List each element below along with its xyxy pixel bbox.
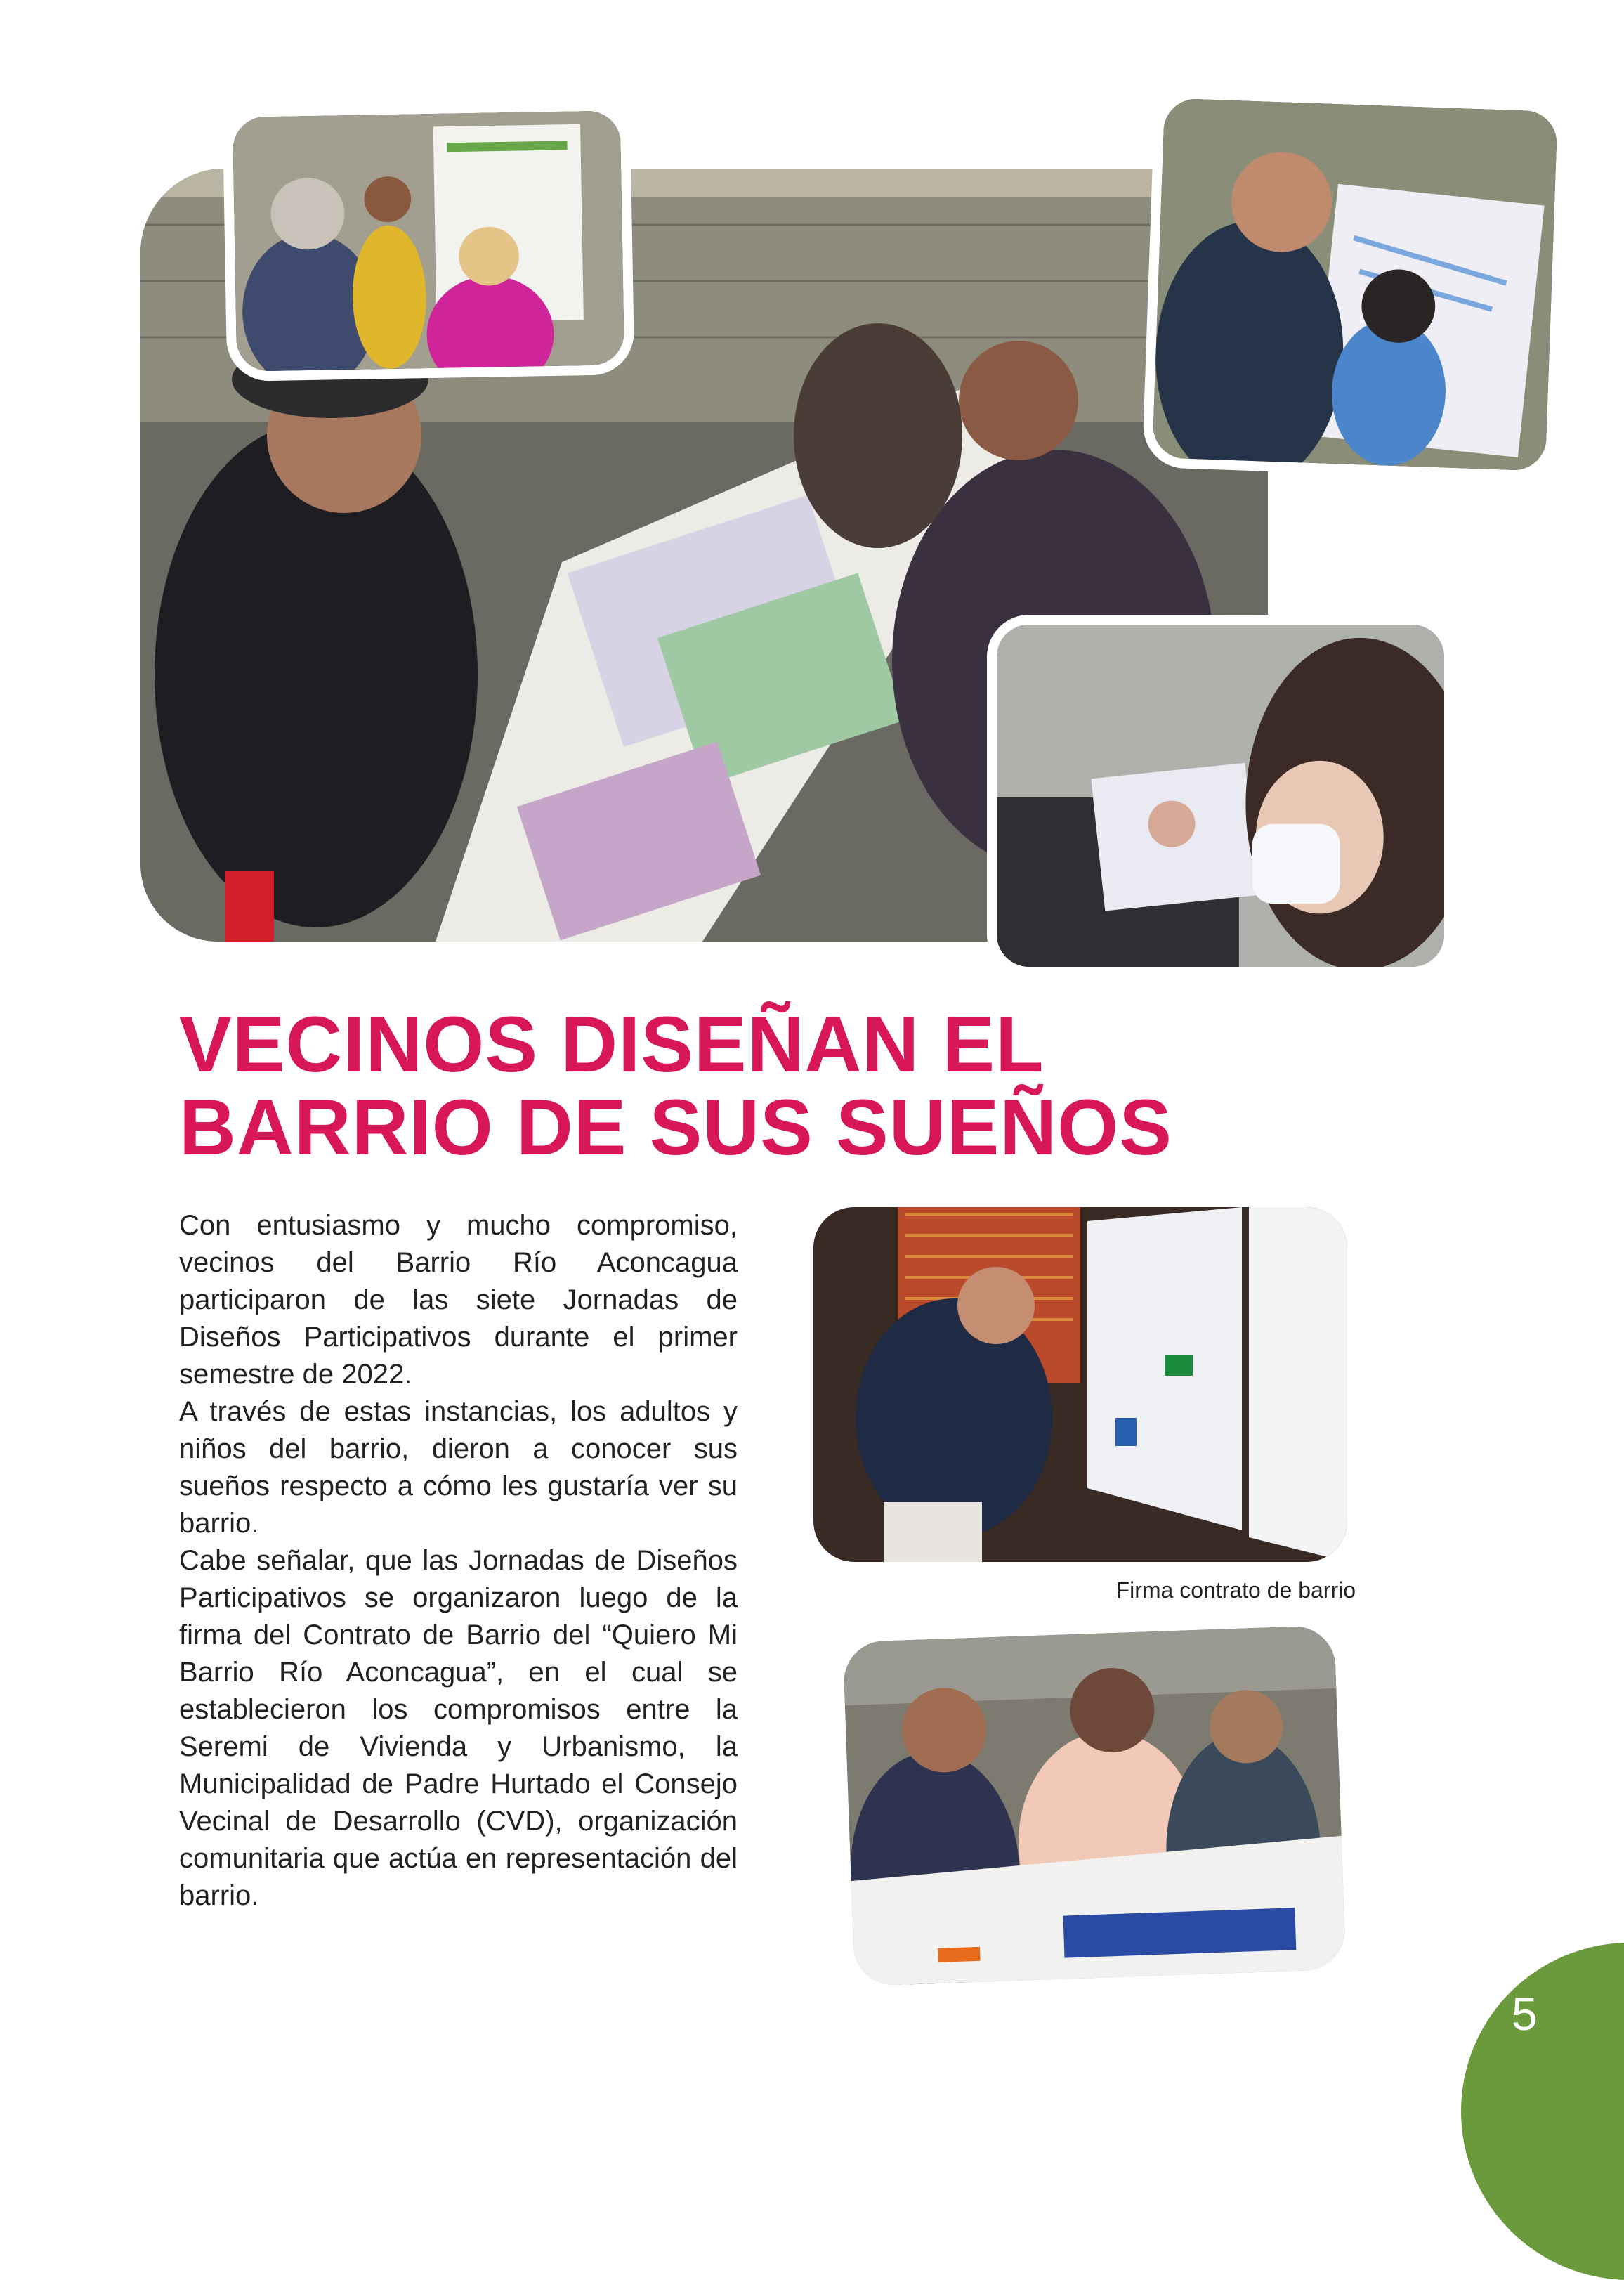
article-title [179,1003,1172,1169]
photo-workshop-women [843,1625,1347,1986]
photo-contract-signing [813,1207,1347,1562]
photo-workshop-image [843,1625,1347,1986]
article-paragraph: Con entusiasmo y mucho compromiso, vecinos del Barrio Río Aconcagua participaron de las siete Jornadas de Diseños Participativos durante el primer semestre de 2022. [179,1210,738,1390]
inset-photo-women-at-board [223,100,635,382]
inset-photo-girl-writing [987,615,1454,977]
article-body [179,1207,738,1915]
article-paragraph: Cabe señalar, que las Jornadas de Diseños Participativos se organizaron luego de la firma del Contrato de Barrio del “Quiero Mi Barrio Río Aconcagua”, en el cual se establecieron los compromisos entre la Seremi de Vivienda y Urbanismo, la Municipalidad de Padre Hurtado el Consejo Vecinal de Desarrollo (CVD), organización comunitaria que actúa en representación del barrio. [179,1545,738,1911]
page-number-badge [1461,1943,1624,2280]
photo-caption: Firma contrato de barrio [1115,1577,1356,1603]
inset-top-left-image [233,110,624,372]
article-title-line-2: BARRIO DE SUS SUEÑOS [179,1083,1172,1171]
inset-girl-image [997,625,1444,967]
article-paragraph: A través de estas instancias, los adultos y niños del barrio, dieron a conocer sus sueños respecto a cómo les gustaría ver su barrio. [179,1396,738,1539]
inset-photo-girl-drawing-board [1142,88,1568,481]
photo-contract-image [813,1207,1347,1562]
article-title-line-1: VECINOS DISEÑAN EL [179,1001,1045,1088]
inset-top-right-image [1152,98,1558,471]
page-number: 5 [1512,1988,1538,2040]
